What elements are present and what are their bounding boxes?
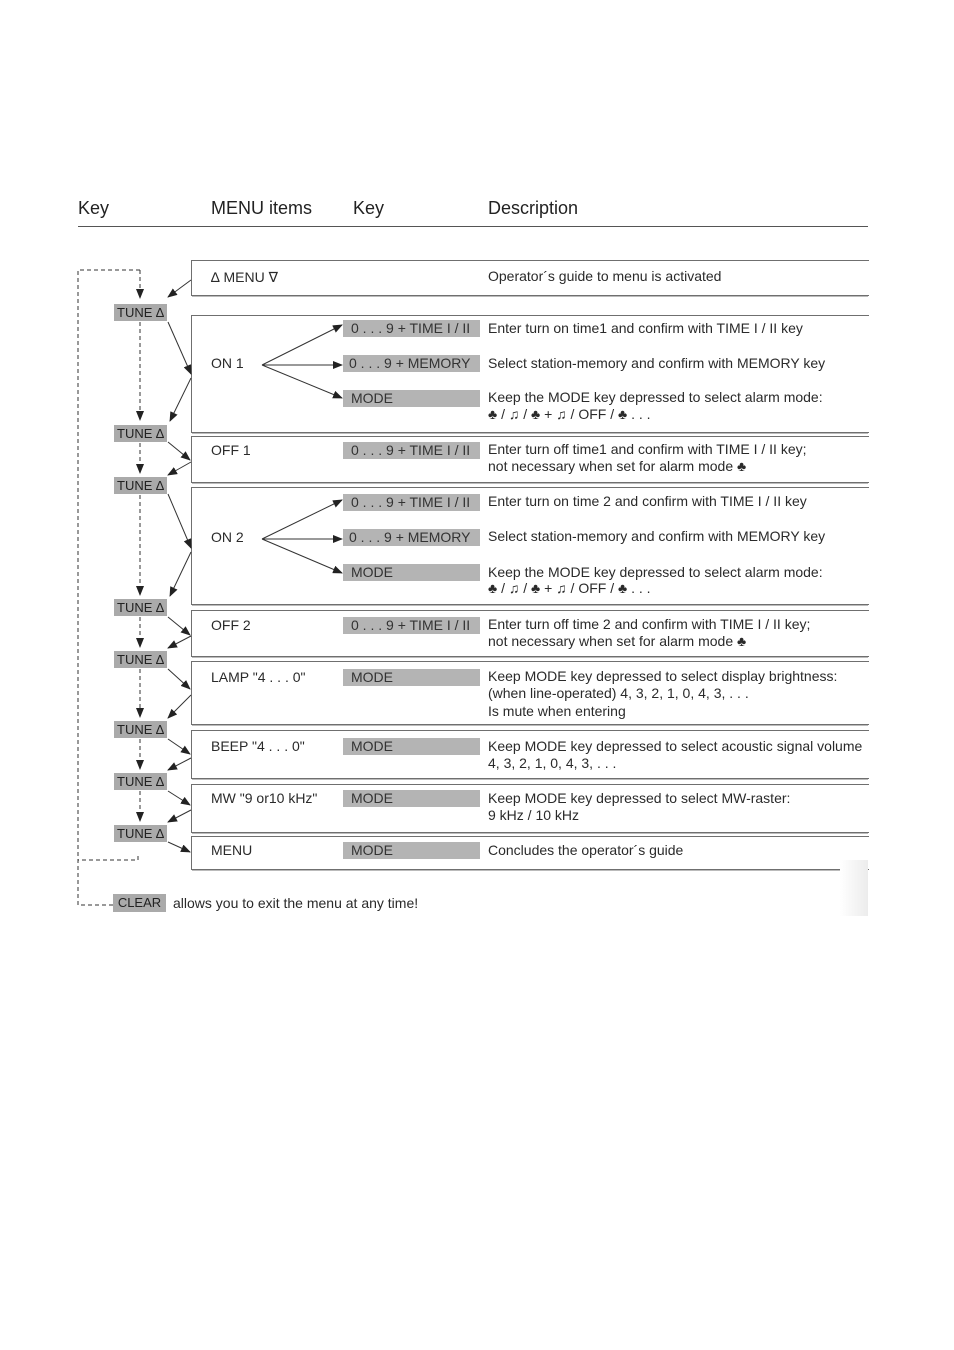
key-mode-mw: MODE [343, 790, 480, 807]
key-memory-on2: 0 . . . 9 + MEMORY [343, 529, 480, 546]
header-key: Key [78, 198, 110, 218]
desc-on2-memory: Select station-memory and confirm with MEMORY key [488, 528, 826, 544]
tune-key-7: TUNE ∆ [114, 773, 167, 790]
tune-key-1: TUNE ∆ [114, 304, 167, 321]
key-mode-on1: MODE [343, 390, 480, 407]
key-mode-menu-end: MODE [343, 842, 480, 859]
menu-item-lamp: LAMP "4 . . . 0" [211, 669, 306, 685]
header-menu-items: MENU items [211, 198, 313, 218]
desc-mw-line1: Keep MODE key depressed to select MW-raster: [488, 790, 791, 806]
clear-note: allows you to exit the menu at any time! [173, 895, 419, 911]
desc-on1-time: Enter turn on time1 and confirm with TIME I / II key [488, 320, 803, 336]
tune-key-4: TUNE ∆ [114, 599, 167, 616]
desc-on2-mode: Keep the MODE key depressed to select alarm mode: [488, 564, 823, 580]
desc-lamp-line2: (when line-operated) 4, 3, 2, 1, 0, 4, 3, . . . [488, 685, 749, 701]
tune-key-3: TUNE ∆ [114, 477, 167, 494]
key-time-off2: 0 . . . 9 + TIME I / II [343, 617, 480, 634]
desc-menu-end: Concludes the operator´s guide [488, 842, 684, 858]
menu-item-on1: ON 1 [211, 355, 244, 371]
menu-item-off2: OFF 2 [211, 617, 251, 633]
scan-edge-shade [840, 860, 868, 916]
desc-off2-line1: Enter turn off time 2 and confirm with TIME I / II key; [488, 616, 811, 632]
header-key-2: Key [353, 198, 385, 218]
desc-menu: Operator´s guide to menu is activated [488, 268, 722, 284]
key-mode-beep: MODE [343, 738, 480, 755]
desc-off1-line1: Enter turn off time1 and confirm with TIME I / II key; [488, 441, 807, 457]
menu-item-menu-end: MENU [211, 842, 253, 858]
desc-mw-line2: 9 kHz / 10 kHz [488, 807, 580, 823]
desc-off1-line2: not necessary when set for alarm mode ♣ [488, 458, 747, 474]
key-time-off1: 0 . . . 9 + TIME I / II [343, 442, 480, 459]
desc-lamp-line1: Keep MODE key depressed to select display brightness: [488, 668, 838, 684]
desc-beep-line1: Keep MODE key depressed to select acoustic signal volume [488, 738, 863, 754]
menu-item-on2: ON 2 [211, 529, 244, 545]
tune-key-5: TUNE ∆ [114, 651, 167, 668]
key-mode-lamp: MODE [343, 669, 480, 686]
menu-item-menu: ∆ MENU ∇ [211, 269, 278, 285]
menu-item-beep: BEEP "4 . . . 0" [211, 738, 305, 754]
header-description: Description [488, 198, 579, 218]
desc-beep-line2: 4, 3, 2, 1, 0, 4, 3, . . . [488, 755, 617, 771]
tune-key-6: TUNE ∆ [114, 721, 167, 738]
desc-on1-mode: Keep the MODE key depressed to select alarm mode: [488, 389, 823, 405]
tune-key-8: TUNE ∆ [114, 825, 167, 842]
desc-on1-alarm-symbols: ♣ / ♫ / ♣ + ♫ / OFF / ♣ . . . [488, 406, 651, 422]
tune-key-2: TUNE ∆ [114, 425, 167, 442]
desc-off2-line2: not necessary when set for alarm mode ♣ [488, 633, 747, 649]
key-time-on1: 0 . . . 9 + TIME I / II [343, 320, 480, 337]
menu-item-off1: OFF 1 [211, 442, 251, 458]
key-time-on2: 0 . . . 9 + TIME I / II [343, 494, 480, 511]
desc-on2-alarm-symbols: ♣ / ♫ / ♣ + ♫ / OFF / ♣ . . . [488, 580, 651, 596]
key-mode-on2: MODE [343, 564, 480, 581]
desc-lamp-line3: Is mute when entering [488, 703, 626, 719]
menu-item-mw: MW "9 or10 kHz" [211, 790, 318, 806]
key-memory-on1: 0 . . . 9 + MEMORY [343, 355, 480, 372]
desc-on1-memory: Select station-memory and confirm with MEMORY key [488, 355, 826, 371]
clear-key: CLEAR [113, 894, 166, 912]
desc-on2-time: Enter turn on time 2 and confirm with TIME I / II key [488, 493, 807, 509]
